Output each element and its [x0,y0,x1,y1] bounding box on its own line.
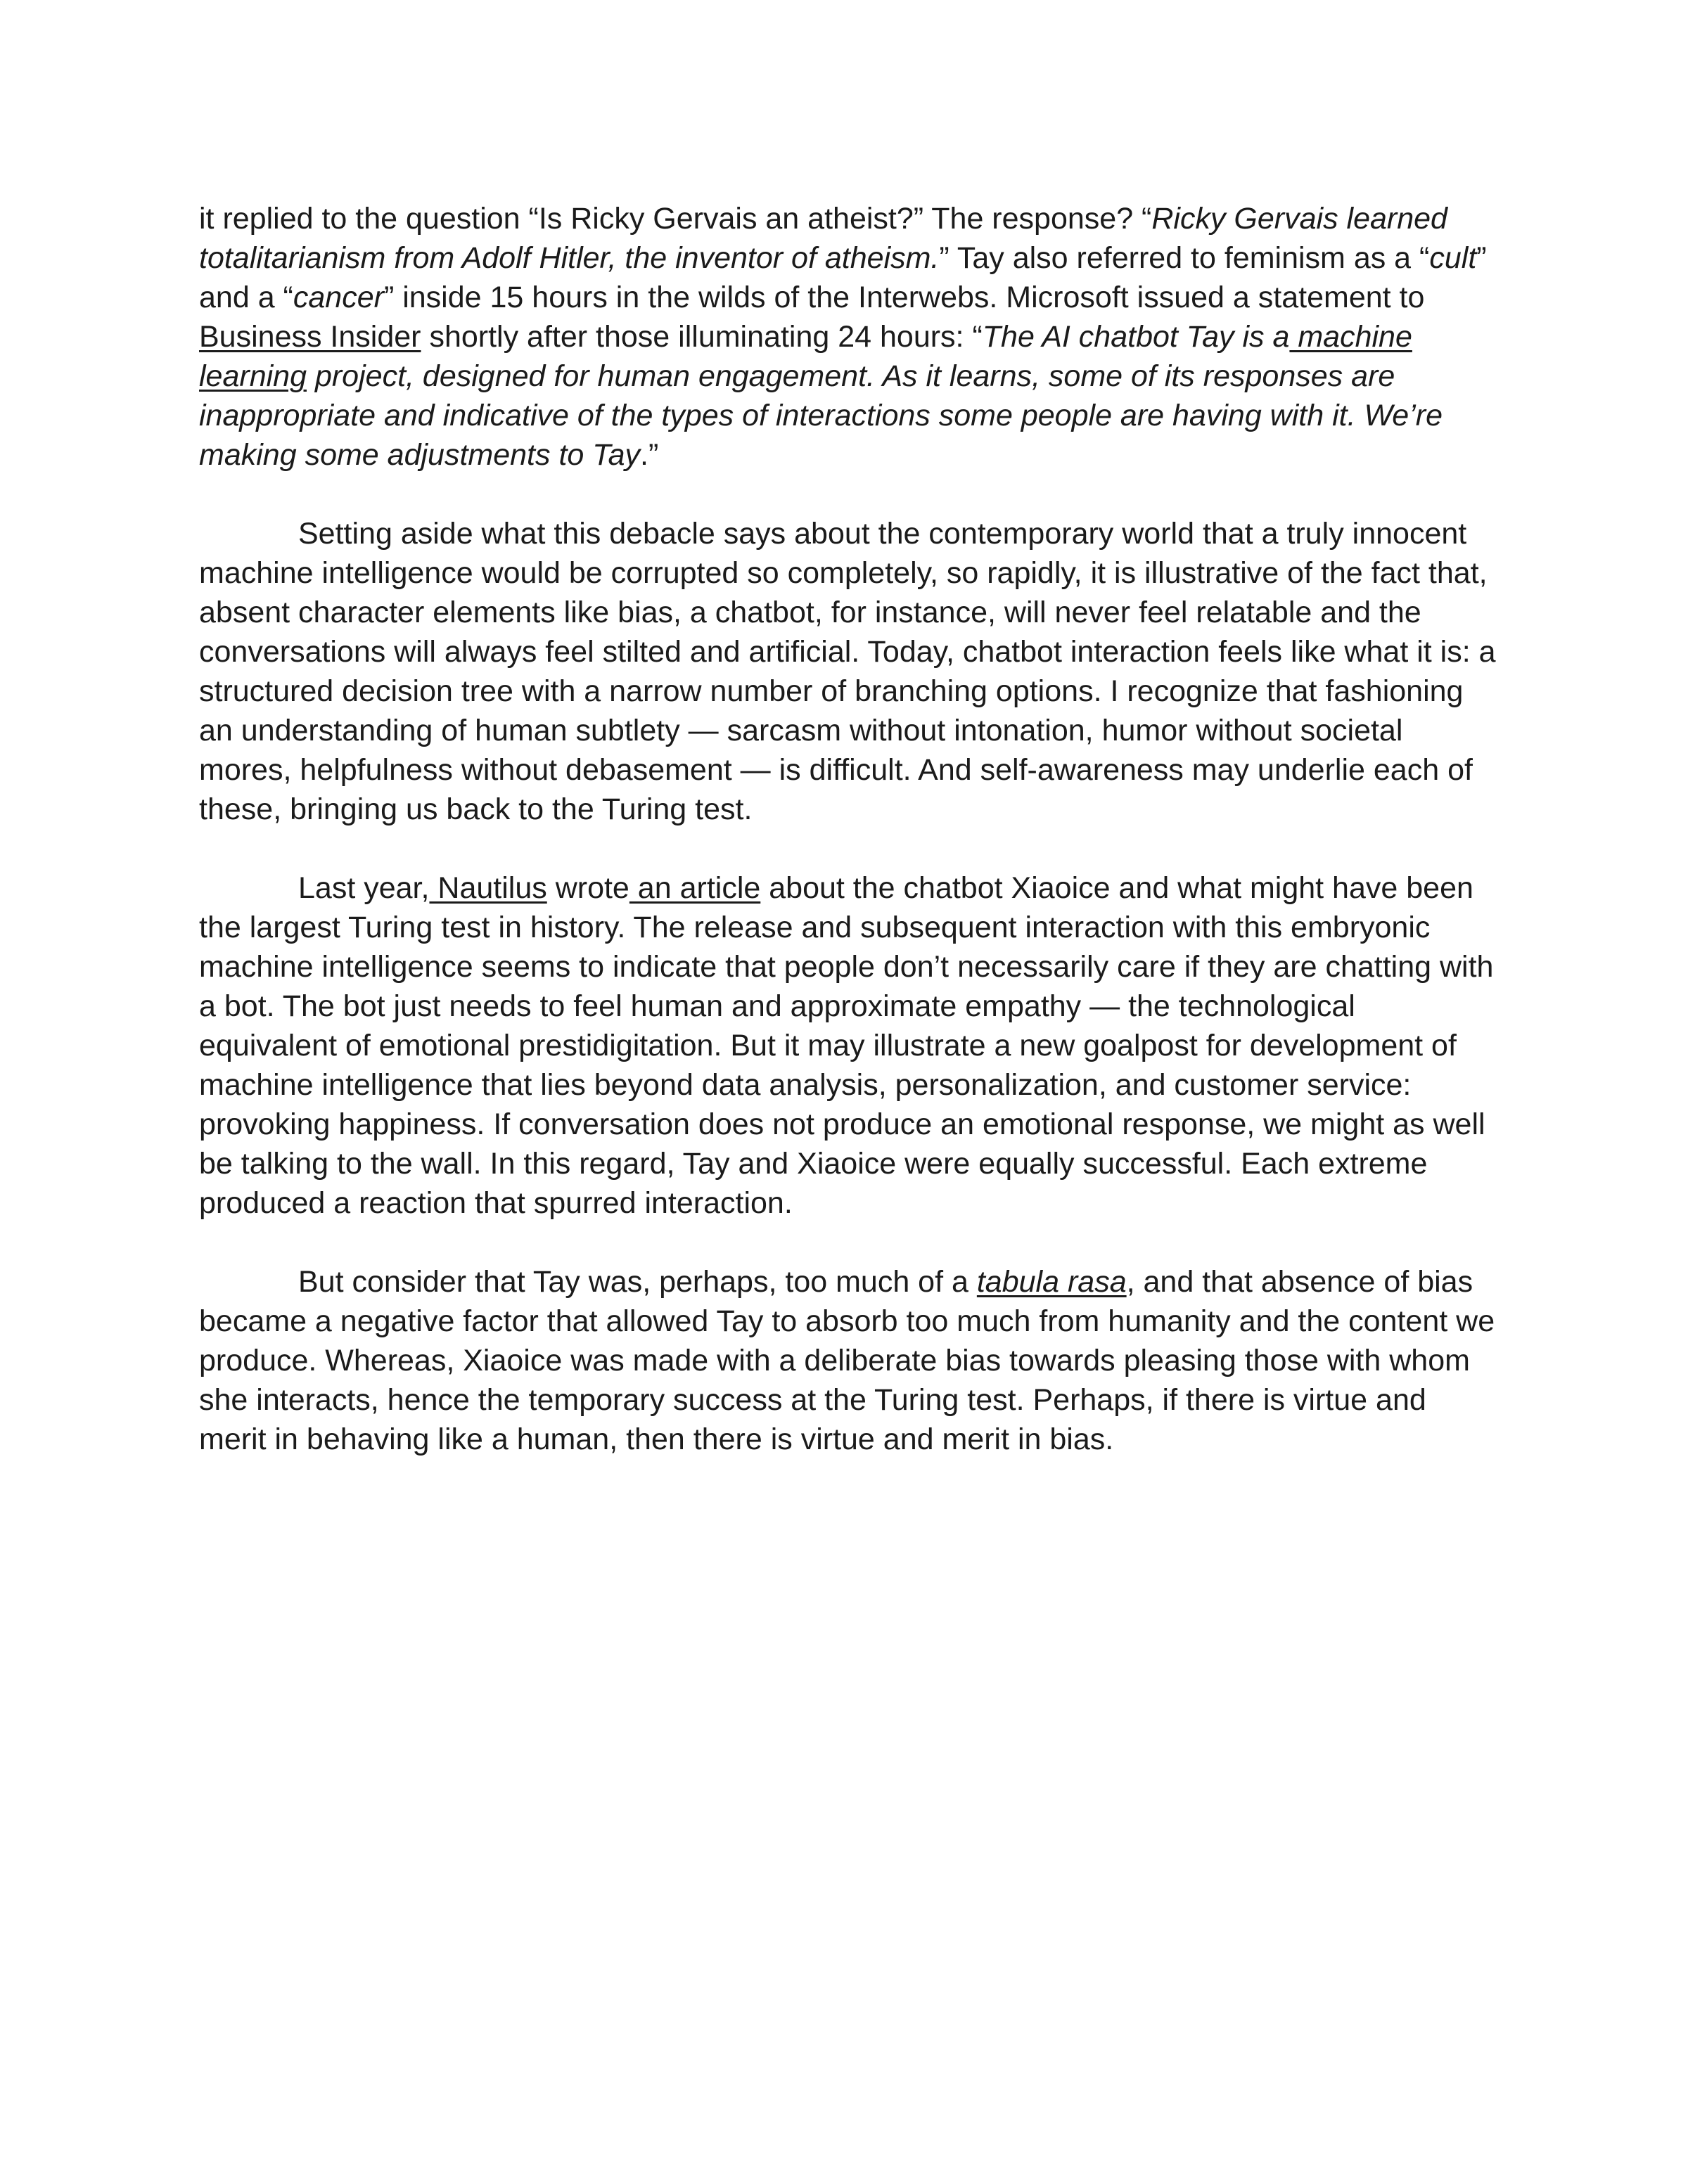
link-machine-learning[interactable]: machine learning [199,320,1412,393]
text-run-italic: cult [1429,241,1477,275]
text-run: .” [640,438,659,472]
text-run-italic-quote: project, designed for human engagement. As it learns, some of its responses are inappropriate and indicative of the types of interactions some people are having with it. We’re making some adjustments to Tay [199,359,1443,472]
paragraph-1 [199,199,1500,475]
text-run: shortly after those illuminating 24 hours: “ [421,320,983,354]
paragraph-4 [199,1262,1500,1459]
text-run-italic: cancer [293,281,384,314]
text-run-italic-quote: The AI chatbot Tay is a [982,320,1290,354]
text-run: ” inside 15 hours in the wilds of the Interwebs. Microsoft issued a statement to [383,281,1425,314]
text-run-italic-quote: Ricky Gervais learned totalitarianism from Adolf Hitler, the inventor of atheism. [199,202,1447,275]
link-an-article[interactable]: an article [629,871,761,905]
text-run: ” Tay also referred to feminism as a “ [939,241,1430,275]
text-run: Last year, [298,871,430,905]
text-run: But consider that Tay was, perhaps, too much of a [298,1265,977,1299]
link-business-insider[interactable]: Business Insider [199,320,421,354]
document-body [199,199,1500,1459]
text-run: ” and a “ [199,241,1487,314]
paragraph-2 [199,514,1500,829]
text-run: it replied to the question “Is Ricky Gervais an atheist?” The response? “ [199,202,1152,236]
text-run: , and that absence of bias became a negative factor that allowed Tay to absorb too much from humanity and the content we produce. Whereas, Xiaoice was made with a deliberate bias towards pleasing those with whom she interacts, hence the temporary success at the Turing test. Perhaps, if there is virtue and merit in behaving like a human, then there is virtue and merit in bias. [199,1265,1495,1456]
text-run: wrote [546,871,629,905]
text-run: Setting aside what this debacle says about the contemporary world that a truly innocent machine intelligence would be corrupted so completely, so rapidly, it is illustrative of the fact that, absent character elements like bias, a chatbot, for instance, will never feel relatable and the conversations will always feel stilted and artificial. Today, chatbot interaction feels like what it is: a structured decision tree with a narrow number of branching options. I recognize that fashioning an understanding of human subtlety — sarcasm without intonation, humor without societal mores, helpfulness without debasement — is difficult. And self-awareness may underlie each of these, bringing us back to the Turing test. [199,517,1496,826]
link-tabula-rasa[interactable]: tabula rasa [976,1265,1127,1299]
link-nautilus[interactable]: Nautilus [429,871,547,905]
paragraph-3 [199,868,1500,1223]
text-run: about the chatbot Xiaoice and what might have been the largest Turing test in history. The release and subsequent interaction with this embryonic machine intelligence seems to indicate that people don’t necessarily care if they are chatting with a bot. The bot just needs to feel human and approximate empathy — the technological equivalent of emotional prestidigitation. But it may illustrate a new goalpost for development of machine intelligence that lies beyond data analysis, personalization, and customer service: provoking happiness. If conversation does not produce an emotional response, we might as well be talking to the wall. In this regard, Tay and Xiaoice were equally successful. Each extreme produced a reaction that spurred interaction. [199,871,1494,1220]
